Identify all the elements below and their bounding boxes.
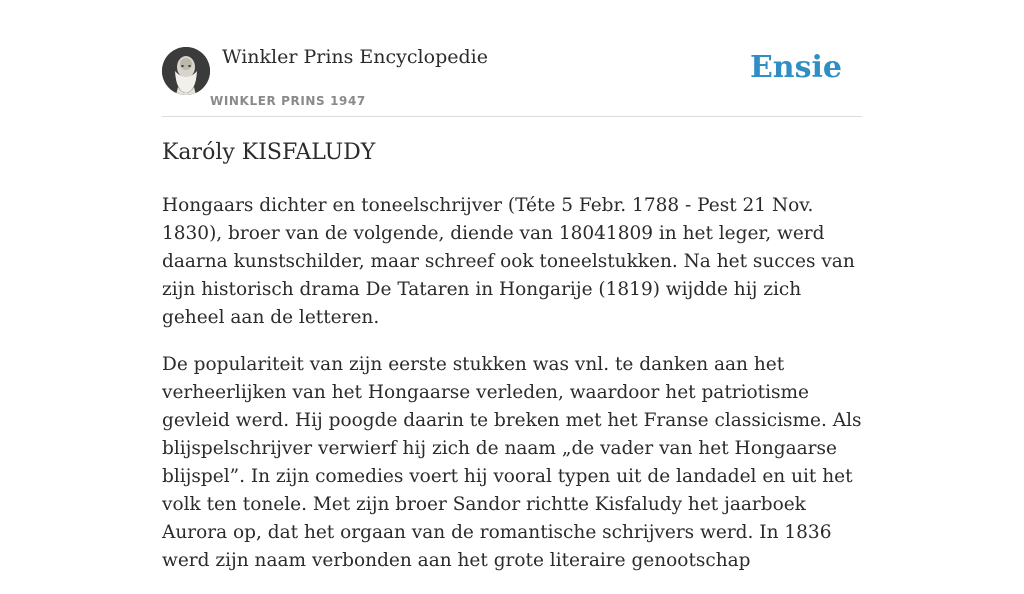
brand-logo[interactable]: Ensie [749, 50, 842, 85]
bearded-man-portrait-icon [162, 47, 210, 95]
source-edition: WINKLER PRINS 1947 [210, 94, 366, 108]
source-avatar-icon[interactable] [162, 47, 210, 95]
article-paragraph: De populariteit van zijn eerste stukken was vnl. te danken aan het verheerlijken van het Hongaarse verleden, waardoor het patriotisme gevleid werd. Hij poogde daarin te breken met het Franse classicisme. Als blijspelschrijver verwierf hij zich de naam „de vader van het Hongaarse blijspel”. In zijn comedies voert hij vooral typen uit de landadel en uit het volk ten tonele. Met zijn broer Sandor richtte Kisfaludy het jaarboek Aurora op, dat het orgaan van de romantische schrijvers werd. In 1836 werd zijn naam verbonden aan het grote literaire genootschap [162, 354, 862, 571]
source-name[interactable]: Winkler Prins Encyclopedie [222, 46, 488, 68]
article-page [162, 0, 862, 571]
source-header [162, 0, 862, 117]
article-paragraph: Hongaars dichter en toneelschrijver (Téte 5 Febr. 1788 - Pest 21 Nov. 1830), broer van de volgende, diende van 18041809 in het leger, werd daarna kunstschilder, maar schreef ook toneelstukken. Na het succes van zijn historisch drama De Tataren in Hongarije (1819) wijdde hij zich geheel aan de letteren. [162, 195, 855, 328]
article-title: Karóly KISFALUDY [162, 140, 376, 165]
article-body [162, 192, 862, 594]
